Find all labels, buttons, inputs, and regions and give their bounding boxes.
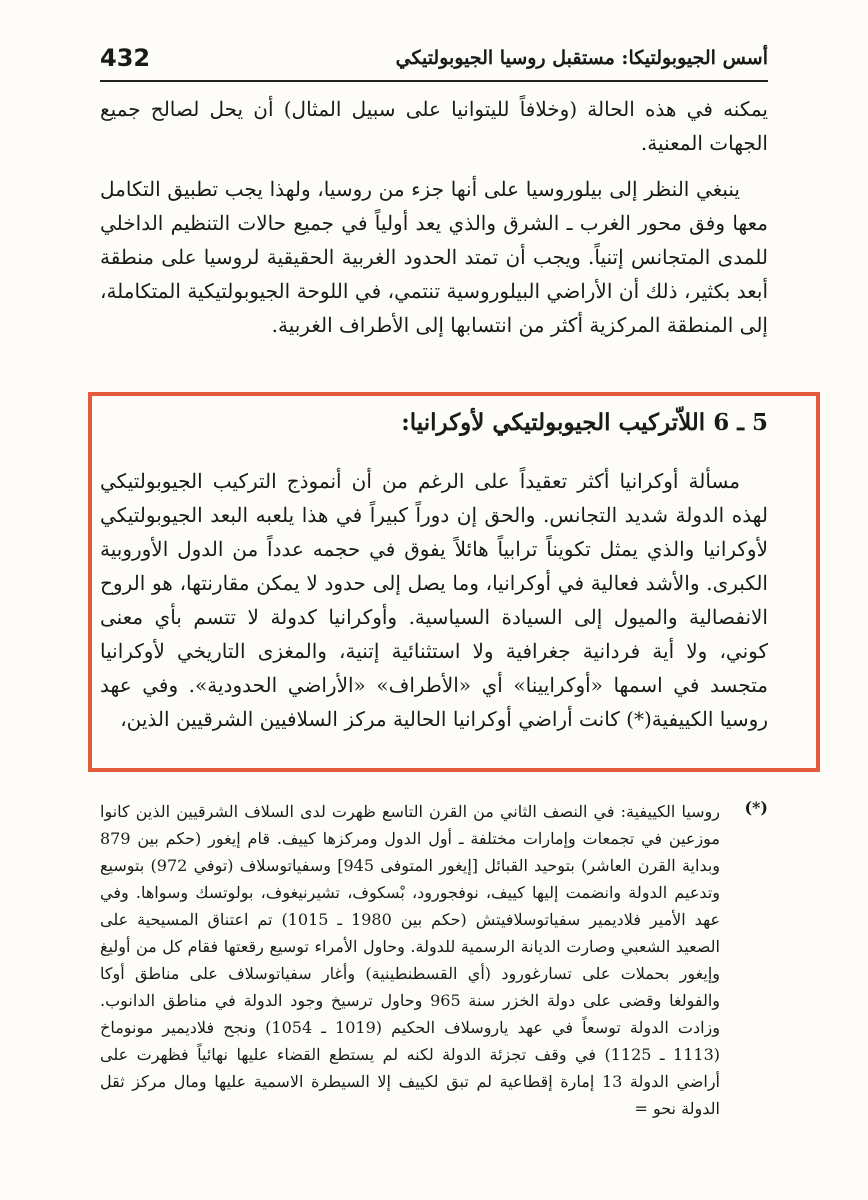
- footnote-text: روسيا الكييفية: في النصف الثاني من القرن التاسع ظهرت لدى السلاف الشرقيين الذين كانوا موزعين في تجمعات وإمارات مختلفة ـ أول الدول ومركزها كييف. قام إيغور (حكم بين 879 وبداية القرن العاشر) بتوحيد القبائل [إيغور المتوفى 945] وسفياتوسلاف (توفي 972) بتوسيع وتدعيم الدولة وانضمت إليها كييف، نوفجورود، بْسكوف، تشيرنيغوف، بولوتسك وسواها. وفي عهد الأمير فلاديمير سفياتوسلافيتش (حكم بين 1980 ـ 1015) تم اعتناق المسيحية على الصعيد الشعبي وصارت الديانة الرسمية للدولة. وحاول الأمراء توسيع رقعتها فقام كل من أوليغ وإيغور بحملات على تسارغورود (أي القسطنطينية) وأغار سفياتوسلاف على مناطق أوكا والفولغا وقضى على دولة الخزر سنة 965 وحاول ترسيخ وجود الدولة في مناطق الدانوب. وزادت الدولة توسعاً في عهد ياروسلاف الحكيم (1019 ـ 1054) ونجح فلاديمير مونوماخ (1113 ـ 1125) في وقف تجزئة الدولة لكنه لم يستطع القضاء عليها نهائياً فظهرت على أراضي الدولة 13 إمارة إقطاعية لم تبق لكييف إلا السيطرة الاسمية عليها ومال مركز ثقل الدولة نحو =: [100, 802, 721, 1118]
- intro-paragraph-2: ينبغي النظر إلى بيلوروسيا على أنها جزء من روسيا، ولهذا يجب تطبيق التكامل معها وفق محور الغرب ـ الشرق والذي يعد أولياً في جميع حالات التنظيم الداخلي للمدى المتجانس إتنياً. ويجب أن تمتد الحدود الغربية الحقيقية لروسيا على منطقة أبعد بكثير، ذلك أن الأراضي البيلوروسية تنتمي، في اللوحة الجيوبولتيكية المتكاملة، إلى المنطقة المركزية أكثر من انتسابها إلى الأطراف الغربية.: [100, 177, 768, 337]
- page-number: 432: [100, 44, 151, 72]
- section-heading: 5 ـ 6 اللاّتركيب الجيوبولتيكي لأوكرانيا:: [401, 409, 768, 436]
- intro-paragraph-1: يمكنه في هذه الحالة (وخلافاً لليتوانيا على سبيل المثال) أن يحل لصالح جميع الجهات المعنية.: [100, 97, 768, 155]
- footnote-marker: (*): [744, 798, 768, 817]
- intro-text: [100, 92, 768, 342]
- page-header: [100, 38, 768, 78]
- section-paragraph: مسألة أوكرانيا أكثر تعقيداً على الرغم من أن أنموذج التركيب الجيوبولتيكي لهذه الدولة شديد التجانس. والحق إن دوراً كبيراً في هذا يلعبه البعد الجيوبولتيكي لأوكرانيا والذي يمثل تكويناً ترابياً هائلاً يفوق في حجمه عدداً من الدول الأوروبية الكبرى. والأشد فعالية في أوكرانيا، وما يصل إلى حدود لا يمكن مقارنتها، هو الروح الانفصالية والميول إلى السيادة السياسية. وأوكرانيا كدولة لا تتسم بأي معنى كوني، ولا أية فردانية جغرافية ولا استثنائية إتنية، والمغزى التاريخي لأوكرانيا متجسد في اسمها «أوكرايينا» أي «الأطراف» «الأراضي الحدودية». وفي عهد روسيا الكييفية(*) كانت أراضي أوكرانيا الحالية مركز السلافيين الشرقيين الذين،: [100, 469, 768, 731]
- section-ukraine: [100, 404, 768, 736]
- running-title: أسس الجيوبولتيكا: مستقبل روسيا الجيوبولتيكي: [395, 47, 768, 69]
- footnote: [100, 798, 768, 1122]
- header-divider: [100, 80, 768, 82]
